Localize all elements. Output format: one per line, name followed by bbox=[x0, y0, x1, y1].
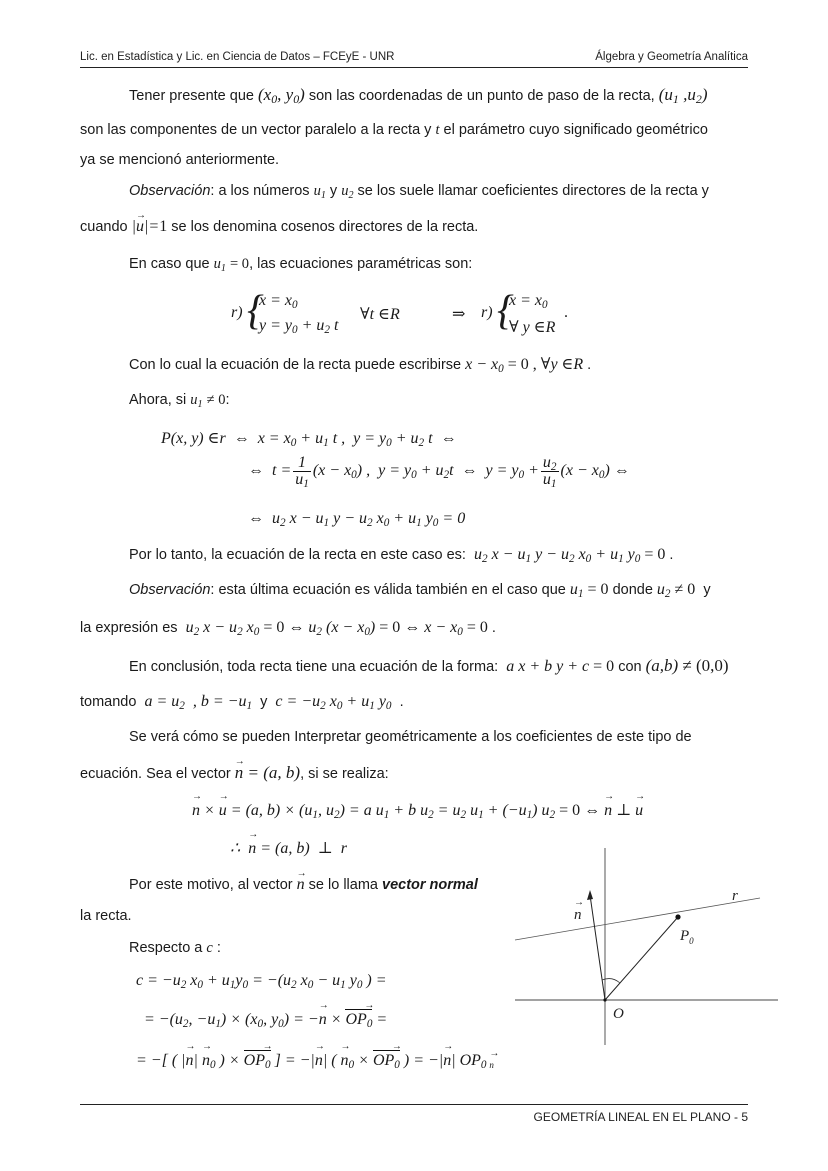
paragraph-1-line-3: ya se mencionó anteriormente. bbox=[80, 152, 280, 168]
paragraph-8-line-2: tomando $a = u_2$ , $b = -u_1$ y $c = -u_2$ $x_0 + u_1$ $y_0$ . bbox=[80, 693, 404, 712]
paragraph-5: Ahora, si $u_1 \ne 0$: bbox=[129, 392, 230, 410]
label-n: n bbox=[574, 907, 582, 923]
paragraph-2-line-2: cuando |→ u|=1 se los denomina cosenos directores de la recta. bbox=[80, 217, 478, 237]
footer-page-label: GEOMETRÍA LINEAL EN EL PLANO - 5 bbox=[533, 1110, 748, 1124]
paragraph-6: Por lo tanto, la ecuación de la recta en este caso es: $u_2$ $x - u_1$ $y - u_2$ $x_0 + u_1$ $y_0 = 0$ . bbox=[129, 546, 674, 565]
paragraph-7-line-1: Observación: esta última ecuación es válida también en el caso que $u_1 = 0$ donde $u_2 \ne 0$ y bbox=[129, 581, 711, 600]
point-p0 bbox=[675, 914, 680, 919]
derivation-line-1: P(x, y) ∈r ⇔ $x = x_0 + u_1$ t , $y = y_0 + u_2$ t ⇔ bbox=[161, 430, 457, 449]
label-n-arrow: → bbox=[574, 897, 584, 908]
label-r: r bbox=[732, 888, 738, 904]
derivation-line-3: ⇔ $u_2$ $x - u_1$ $y - u_2$ $x_0 + u_1$ $y_0 = 0$ bbox=[248, 510, 466, 529]
label-p0: $P_0$ bbox=[680, 928, 694, 946]
paragraph-4: Con lo cual la ecuación de la recta puede escribirse $x - x_0 = 0$ , ∀y ∈R . bbox=[129, 356, 592, 375]
paragraph-11: Respecto a c : bbox=[129, 940, 221, 956]
footer-rule bbox=[80, 1104, 748, 1105]
paragraph-10-line-1: Por este motivo, al vector → n se lo llama vector normal bbox=[129, 875, 478, 895]
paragraph-9-line-1: Se verá cómo se pueden Interpretar geométricamente a los coeficientes de este tipo de bbox=[129, 729, 692, 745]
header-right: Álgebra y Geometría Analítica bbox=[595, 51, 748, 63]
op0-vector bbox=[605, 917, 678, 1000]
dot-product-equation: → n × → u = (a, $b) \times (u_1$, $u_2) = a$ $u_1 + b$ $u_2 = u_2$ $u_1 + (-u_1) u_2 = 0$ ⇔ → n ⊥ → u bbox=[192, 800, 643, 820]
line-r bbox=[515, 898, 760, 940]
paragraph-2-line-1: Observación: a los números $u_1$ y $u_2$ se los suele llamar coeficientes directores de la recta y bbox=[129, 183, 709, 201]
paragraph-10-line-2: la recta. bbox=[80, 908, 132, 924]
derivation-line-2: ⇔ t = $\frac{1}{u_1}$ $(x - x_0)$ , $y = y_0 + u_2t$ ⇔ $y = y_0$ + $\frac{u_2}{u_1}$ $(x - x_0)$ ⇔ bbox=[248, 454, 630, 490]
origin-point bbox=[603, 998, 606, 1001]
c-equation-line-2: = $-(u_2$, $-u_1) \times (x_0$, $y_0$) = −→ $n \times OP_0$ → = bbox=[144, 1011, 387, 1029]
normal-vector-figure bbox=[510, 840, 780, 1050]
normal-vector-arrowhead bbox=[587, 890, 593, 900]
header-left: Lic. en Estadística y Lic. en Ciencia de Datos – FCEyE - UNR bbox=[80, 51, 395, 63]
c-equation-line-1: $c = -u_2$ $x_0 + u_1y_0 = -(u_2$ $x_0 - u_1$ $y_0$ ) = bbox=[136, 972, 387, 991]
c-equation-line-3: = −[ ( |→ $n| \to n_0$ ) × $OP_0$ → ] = −|→ n| ( → $n_0 \times OP_0$ → ) = −|→ n| $OP_{0 n}$ bbox=[136, 1052, 494, 1070]
paragraph-9-line-2: ecuación. Sea el vector → n = (a, b), si se realiza: bbox=[80, 763, 389, 784]
label-o: O bbox=[613, 1006, 624, 1022]
paragraph-3: En caso que $u_1 = 0$, las ecuaciones paramétricas son: bbox=[129, 256, 473, 274]
paragraph-8-line-1: En conclusión, toda recta tiene una ecuación de la forma: a x + b y + c = 0 con (a,b) ≠ (0,0) bbox=[129, 656, 729, 675]
normal-vector-arrow bbox=[590, 895, 605, 1000]
paragraph-1-line-2: son las componentes de un vector paralelo a la recta y t el parámetro cuyo significado geométrico bbox=[80, 122, 708, 138]
normal-conclusion: ∴ → n = (a, b) ⊥ r bbox=[230, 838, 347, 858]
paragraph-1-line-1: Tener presente que ($x_0$, $y_0$) son las coordenadas de un punto de paso de la recta, ($u_1$ $,u_2$) bbox=[129, 85, 708, 106]
header-rule bbox=[80, 67, 748, 68]
paragraph-7-line-2: la expresión es $u_2$ $x - u_2$ $x_0 = 0$ ⇔ $u_2$ $(x - x_0) = 0$ ⇔ $x - x_0 = 0$ . bbox=[80, 619, 496, 638]
